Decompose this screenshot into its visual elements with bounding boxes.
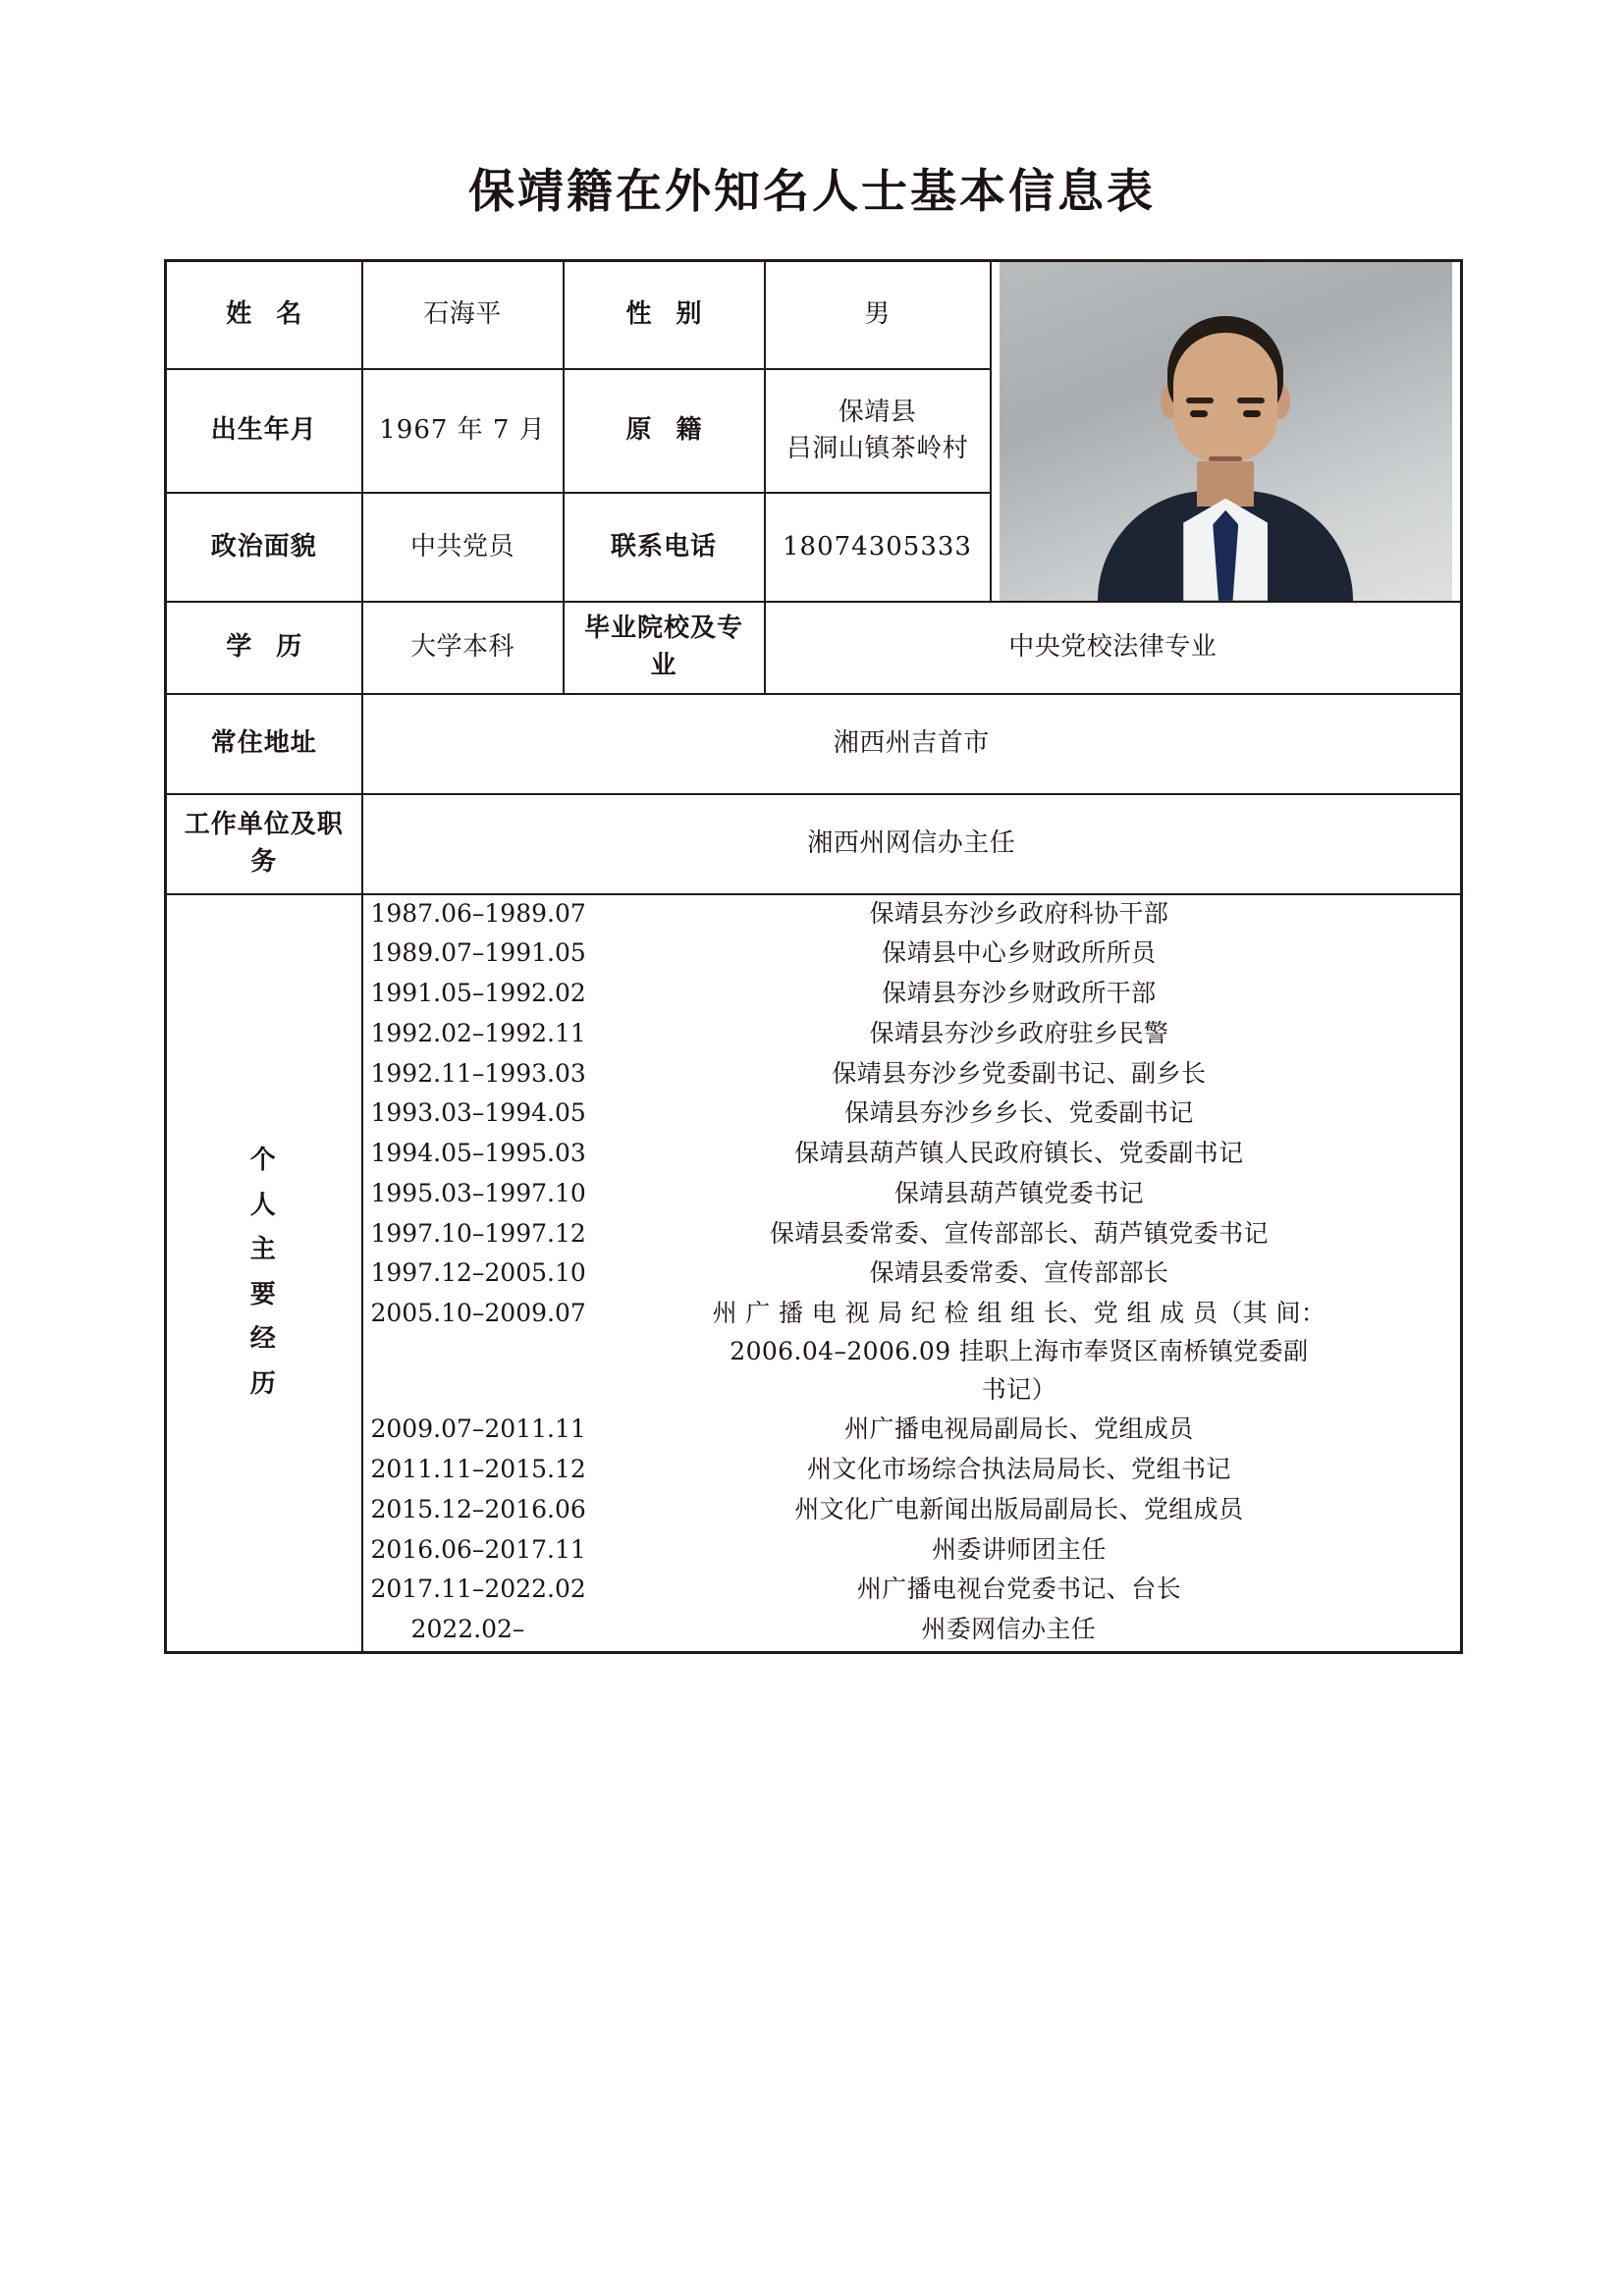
experience-item bbox=[371, 975, 1453, 1013]
experience-description bbox=[586, 1015, 1452, 1053]
experience-description-line: 州 广 播 电 视 局 纪 检 组 组 长、党 组 成 员（其 间： bbox=[712, 1299, 1326, 1328]
experience-description bbox=[586, 975, 1452, 1013]
experience-description bbox=[586, 895, 1452, 934]
photo-cell bbox=[991, 260, 1462, 602]
experience-item bbox=[371, 1255, 1453, 1293]
experience-description-line: 保靖县委常委、宣传部部长、葫芦镇党委书记 bbox=[769, 1218, 1269, 1248]
experience-period: 1991.05–1992.02 bbox=[370, 979, 586, 1008]
experience-item bbox=[371, 1095, 1453, 1133]
experience-period: 1992.11–1993.03 bbox=[370, 1058, 586, 1088]
experience-description bbox=[586, 1491, 1452, 1529]
gender-label: 性 别 bbox=[564, 260, 765, 369]
portrait-photo bbox=[1000, 262, 1453, 601]
experience-label-char-4: 经 bbox=[249, 1324, 278, 1355]
work-label: 工作单位及职务 bbox=[166, 794, 362, 894]
experience-label-char-2: 主 bbox=[249, 1235, 278, 1265]
experience-item bbox=[371, 1411, 1453, 1449]
experience-description bbox=[586, 1531, 1452, 1570]
experience-description-line: 保靖县夯沙乡财政所干部 bbox=[882, 979, 1157, 1008]
experience-description bbox=[586, 1215, 1452, 1254]
education-label: 学 历 bbox=[166, 602, 362, 694]
experience-description-line: 州文化广电新闻出版局副局长、党组成员 bbox=[794, 1494, 1244, 1523]
experience-description-line: 州委网信办主任 bbox=[921, 1615, 1097, 1644]
eye-right-shape bbox=[1243, 410, 1261, 417]
table-row-experience bbox=[166, 894, 1462, 1653]
experience-period: 1989.07–1991.05 bbox=[370, 938, 586, 968]
experience-description bbox=[586, 1411, 1452, 1449]
mouth-shape bbox=[1209, 456, 1242, 461]
experience-description-line: 保靖县夯沙乡乡长、党委副书记 bbox=[844, 1098, 1194, 1128]
experience-description-line: 州文化市场综合执法局局长、党组书记 bbox=[806, 1455, 1231, 1484]
experience-body bbox=[362, 894, 1462, 1653]
page-title: 保靖籍在外知名人士基本信息表 bbox=[468, 165, 1156, 219]
address-value: 湘西州吉首市 bbox=[362, 694, 1462, 794]
education-value: 大学本科 bbox=[362, 602, 564, 694]
experience-description bbox=[586, 1095, 1452, 1133]
experience-description bbox=[566, 1611, 1453, 1649]
experience-period: 1994.05–1995.03 bbox=[370, 1139, 586, 1168]
experience-item bbox=[371, 1215, 1453, 1254]
experience-period: 1997.12–2005.10 bbox=[370, 1258, 586, 1288]
name-value: 石海平 bbox=[362, 260, 564, 369]
address-label: 常住地址 bbox=[166, 694, 362, 794]
experience-description-line: 保靖县夯沙乡政府科协干部 bbox=[869, 898, 1169, 928]
experience-item bbox=[371, 1175, 1453, 1213]
experience-description bbox=[586, 1451, 1452, 1489]
experience-description bbox=[586, 1175, 1452, 1213]
school-label: 毕业院校及专业 bbox=[564, 602, 765, 694]
table-row-work bbox=[166, 794, 1462, 894]
experience-period: 2005.10–2009.07 bbox=[370, 1299, 586, 1328]
experience-period: 1993.03–1994.05 bbox=[370, 1098, 586, 1128]
experience-label-char-1: 人 bbox=[249, 1190, 278, 1220]
experience-list bbox=[371, 895, 1453, 1649]
origin-value-line2: 吕洞山镇茶岭村 bbox=[785, 434, 969, 464]
experience-description-line: 保靖县委常委、宣传部部长 bbox=[869, 1258, 1169, 1288]
experience-label-char-0: 个 bbox=[249, 1146, 278, 1176]
experience-period: 2017.11–2022.02 bbox=[370, 1575, 586, 1604]
experience-label-char-3: 要 bbox=[249, 1279, 278, 1309]
experience-item bbox=[371, 1135, 1453, 1173]
experience-period: 2011.11–2015.12 bbox=[370, 1455, 586, 1484]
eye-left-shape bbox=[1190, 410, 1208, 417]
experience-item bbox=[371, 934, 1453, 973]
name-label: 姓 名 bbox=[166, 260, 362, 369]
experience-description bbox=[586, 1571, 1452, 1609]
experience-period: 2015.12–2016.06 bbox=[370, 1494, 586, 1523]
phone-label: 联系电话 bbox=[564, 493, 765, 601]
experience-description-line: 州广播电视台党委书记、台长 bbox=[856, 1575, 1181, 1604]
experience-label-char-5: 历 bbox=[249, 1368, 278, 1399]
experience-period: 2016.06–2017.11 bbox=[370, 1534, 586, 1564]
experience-item bbox=[371, 1015, 1453, 1053]
experience-description-line: 保靖县夯沙乡政府驻乡民警 bbox=[869, 1018, 1169, 1047]
experience-description-line: 书记） bbox=[981, 1374, 1056, 1404]
info-table-container bbox=[164, 218, 1460, 1654]
experience-description-line: 保靖县夯沙乡党委副书记、副乡长 bbox=[832, 1058, 1207, 1088]
table-row-education bbox=[166, 602, 1462, 694]
phone-value: 18074305333 bbox=[765, 493, 991, 601]
experience-description-line: 保靖县葫芦镇党委书记 bbox=[893, 1178, 1144, 1207]
experience-description-line: 保靖县中心乡财政所所员 bbox=[882, 938, 1157, 968]
experience-description bbox=[586, 1255, 1452, 1293]
experience-item bbox=[371, 895, 1453, 934]
experience-description bbox=[586, 1295, 1452, 1409]
experience-item bbox=[371, 1531, 1453, 1570]
experience-period: 1987.06–1989.07 bbox=[370, 898, 586, 928]
experience-label bbox=[166, 894, 362, 1653]
birth-label: 出生年月 bbox=[166, 369, 362, 493]
origin-label: 原 籍 bbox=[564, 369, 765, 493]
eyebrow-right-shape bbox=[1237, 398, 1265, 403]
experience-item bbox=[371, 1611, 1453, 1649]
experience-period: 2009.07–2011.11 bbox=[370, 1415, 586, 1444]
experience-description bbox=[586, 1135, 1452, 1173]
origin-value-line1: 保靖县 bbox=[838, 397, 917, 427]
experience-period: 1995.03–1997.10 bbox=[370, 1178, 586, 1207]
experience-period: 1997.10–1997.12 bbox=[370, 1218, 586, 1248]
experience-period: 2022.02– bbox=[410, 1615, 525, 1644]
school-value: 中央党校法律专业 bbox=[765, 602, 1462, 694]
experience-item bbox=[371, 1055, 1453, 1094]
experience-item bbox=[371, 1491, 1453, 1529]
experience-period: 1992.02–1992.11 bbox=[370, 1018, 586, 1047]
origin-value bbox=[765, 369, 991, 493]
experience-description-line: 保靖县葫芦镇人民政府镇长、党委副书记 bbox=[794, 1139, 1244, 1168]
work-value: 湘西州网信办主任 bbox=[362, 794, 1462, 894]
experience-item bbox=[371, 1571, 1453, 1609]
political-label: 政治面貌 bbox=[166, 493, 362, 601]
personal-info-table bbox=[164, 259, 1463, 1654]
political-value: 中共党员 bbox=[362, 493, 564, 601]
table-row-address bbox=[166, 694, 1462, 794]
gender-value: 男 bbox=[765, 260, 991, 369]
experience-description bbox=[586, 1055, 1452, 1094]
eyebrow-left-shape bbox=[1186, 398, 1214, 403]
experience-description bbox=[586, 934, 1452, 973]
experience-description-line: 2006.04–2006.09 挂职上海市奉贤区南桥镇党委副 bbox=[730, 1336, 1309, 1365]
experience-item bbox=[371, 1295, 1453, 1409]
experience-description-line: 州委讲师团主任 bbox=[931, 1534, 1107, 1564]
table-row-name bbox=[166, 260, 1462, 369]
experience-description-line: 州广播电视局副局长、党组成员 bbox=[844, 1415, 1194, 1444]
experience-item bbox=[371, 1451, 1453, 1489]
birth-value: 1967 年 7 月 bbox=[362, 369, 564, 493]
